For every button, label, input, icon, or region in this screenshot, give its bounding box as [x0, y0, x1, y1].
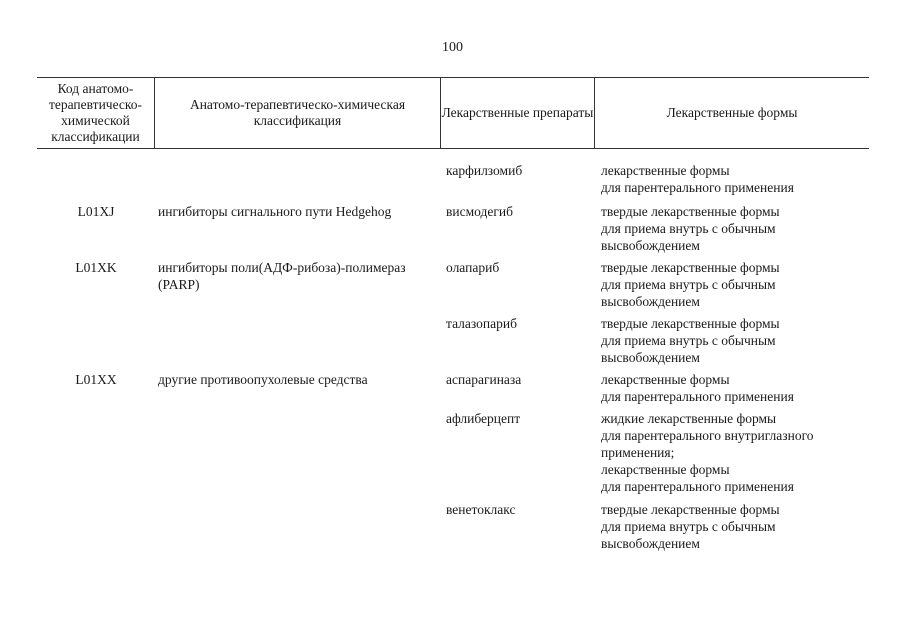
header-classification: Анатомо-терапевтическо-химическая классификация [155, 78, 441, 148]
cell-form: жидкие лекарственные формы для парентерального внутриглазного применения; лекарственные формы для парентерального применения [601, 411, 814, 494]
cell-classification: другие противоопухолевые средства [158, 372, 368, 387]
cell-form: твердые лекарственные формы для приема внутрь с обычным высвобождением [601, 260, 780, 309]
cell-drug: афлиберцепт [446, 411, 521, 426]
cell-form: твердые лекарственные формы для приема внутрь с обычным высвобождением [601, 502, 780, 551]
header-code: Код анатомо-терапевтическо-химической классификации [37, 78, 155, 148]
header-drugs: Лекарственные препараты [441, 78, 595, 148]
cell-classification: ингибиторы сигнального пути Hedgehog [158, 204, 392, 219]
cell-classification: ингибиторы поли(АДФ-рибоза)-полимераз (PARP) [158, 260, 406, 292]
cell-drug: карфилзомиб [446, 163, 523, 178]
cell-form: лекарственные формы для парентерального применения [601, 372, 794, 404]
table-header [37, 77, 869, 149]
header-forms: Лекарственные формы [666, 105, 798, 120]
cell-code: L01XJ [77, 204, 115, 219]
cell-form: твердые лекарственные формы для приема внутрь с обычным высвобождением [601, 204, 780, 253]
page-number: 100 [442, 40, 463, 55]
cell-code: L01XX [75, 372, 117, 387]
cell-drug: аспарагиназа [446, 372, 522, 387]
cell-form: лекарственные формы для парентерального применения [601, 163, 794, 195]
cell-drug: висмодегиб [446, 204, 513, 219]
cell-drug: талазопариб [446, 316, 517, 331]
cell-code: L01XK [75, 260, 117, 275]
cell-form: твердые лекарственные формы для приема внутрь с обычным высвобождением [601, 316, 780, 365]
cell-drug: олапариб [446, 260, 500, 275]
cell-drug: венетоклакс [446, 502, 516, 517]
